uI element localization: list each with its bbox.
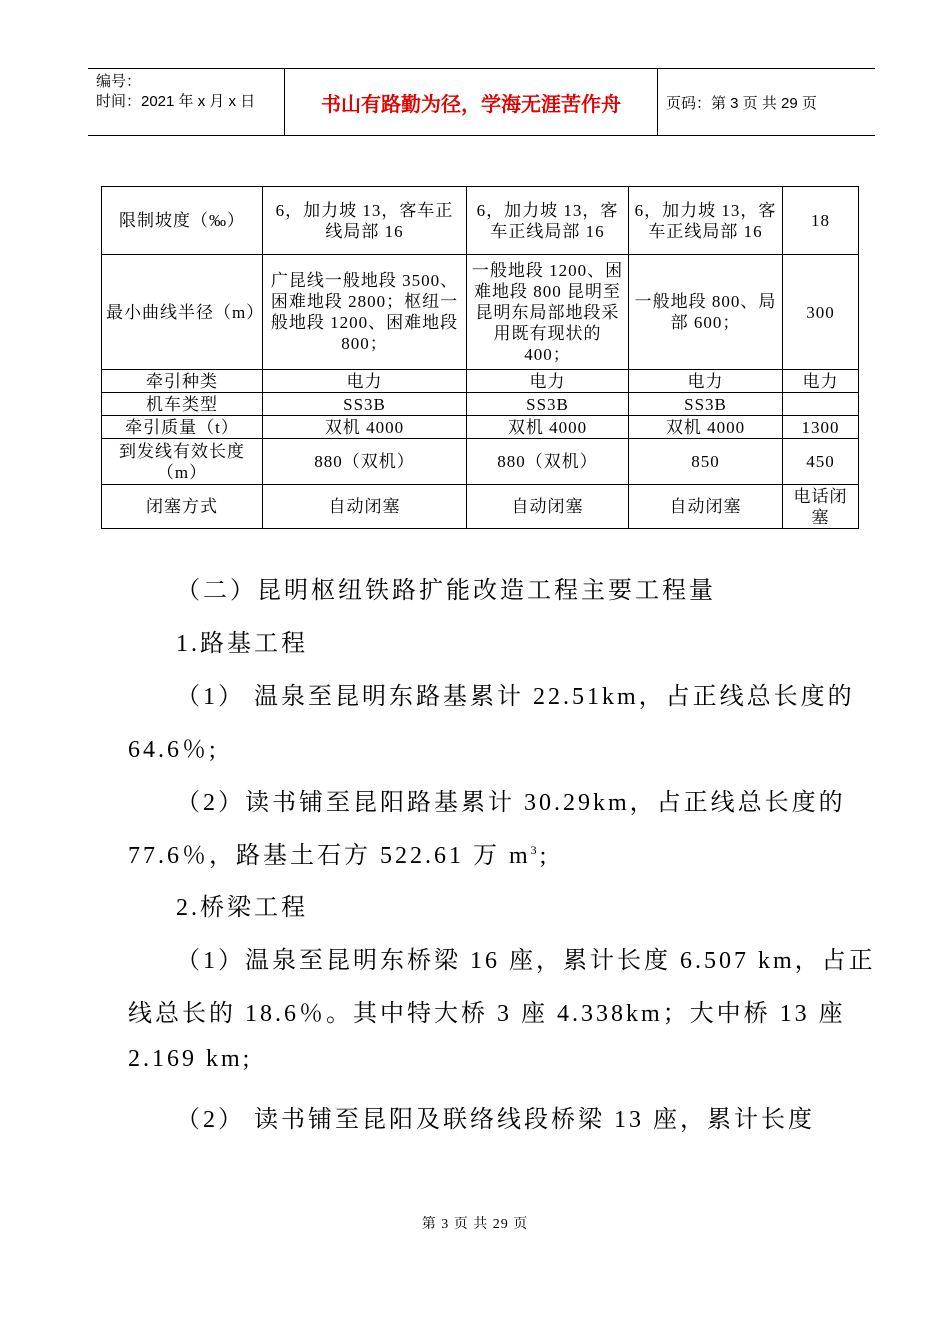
paragraph-line: （1） 温泉至昆明东路基累计 22.51km，占正线总长度的 <box>176 684 855 710</box>
table-cell: 850 <box>629 439 783 485</box>
table-row <box>102 416 859 439</box>
table-cell-label: 机车类型 <box>102 393 263 416</box>
paragraph-line: （1）温泉至昆明东桥梁 16 座，累计长度 6.507 km，占正 <box>176 948 876 974</box>
header-meta <box>88 69 285 135</box>
table-cell: 自动闭塞 <box>629 485 783 529</box>
header-motto: 书山有路勤为径，学海无涯苦作舟 <box>285 69 658 135</box>
superscript: 3 <box>530 843 540 857</box>
table-cell-label: 牵引质量（t） <box>102 416 263 439</box>
table-cell: 300 <box>783 255 859 370</box>
table-cell: 电力 <box>467 370 629 393</box>
table-cell: 自动闭塞 <box>263 485 467 529</box>
table-cell <box>783 393 859 416</box>
table-cell-label: 到发线有效长度（m） <box>102 439 263 485</box>
table-row <box>102 187 859 255</box>
table-cell: 电力 <box>263 370 467 393</box>
table-row <box>102 370 859 393</box>
table-cell-label: 牵引种类 <box>102 370 263 393</box>
paragraph-text: 77.6％，路基土石方 522.61 万 m <box>128 843 531 869</box>
document-number-label: 编号： <box>96 73 142 90</box>
table-cell: 6，加力坡 13，客车正线局部 16 <box>467 187 629 255</box>
table-row <box>102 255 859 370</box>
paragraph-line: 64.6％; <box>128 737 219 763</box>
spec-table <box>101 186 859 529</box>
table-cell: 双机 4000 <box>467 416 629 439</box>
table-cell: 电力 <box>783 370 859 393</box>
table-cell: 一般地段 1200、困难地段 800 昆明至昆明东局部地段采用既有现状的 400； <box>467 255 629 370</box>
subsection-heading-bridges: 2.桥梁工程 <box>176 895 308 921</box>
table-cell: 1300 <box>783 416 859 439</box>
paragraph-line: （2）读书铺至昆阳路基累计 30.29km，占正线总长度的 <box>176 790 846 816</box>
paragraph-text: ; <box>539 843 550 869</box>
table-row <box>102 393 859 416</box>
section-heading: （二）昆明枢纽铁路扩能改造工程主要工程量 <box>176 578 716 604</box>
table-row <box>102 485 859 529</box>
table-cell-label: 最小曲线半径（m） <box>102 255 263 370</box>
table-cell: SS3B <box>629 393 783 416</box>
table-cell: 880（双机） <box>467 439 629 485</box>
table-cell: 双机 4000 <box>629 416 783 439</box>
document-time-label: 时间：2021 年 x 月 x 日 <box>96 93 256 110</box>
page-header <box>88 68 875 136</box>
table-cell: 6，加力坡 13，客车正线局部 16 <box>263 187 467 255</box>
table-cell: 一般地段 800、局部 600； <box>629 255 783 370</box>
table-cell-label: 闭塞方式 <box>102 485 263 529</box>
table-cell: 广昆线一般地段 3500、困难地段 2800；枢纽一般地段 1200、困难地段 800； <box>263 255 467 370</box>
paragraph-line: 2.169 km; <box>128 1046 253 1072</box>
table-cell: SS3B <box>263 393 467 416</box>
table-cell: 18 <box>783 187 859 255</box>
table-cell: 880（双机） <box>263 439 467 485</box>
table-cell: SS3B <box>467 393 629 416</box>
table-cell: 6，加力坡 13，客车正线局部 16 <box>629 187 783 255</box>
table-cell-label: 限制坡度（‰） <box>102 187 263 255</box>
table-cell: 自动闭塞 <box>467 485 629 529</box>
subsection-heading-subgrade: 1.路基工程 <box>176 631 308 657</box>
table-cell: 电话闭塞 <box>783 485 859 529</box>
paragraph-line <box>128 835 830 870</box>
paragraph-line: （2） 读书铺至昆阳及联络线段桥梁 13 座，累计长度 <box>176 1107 815 1133</box>
table-cell: 双机 4000 <box>263 416 467 439</box>
header-page-info: 页码：第 3 页 共 29 页 <box>666 94 817 112</box>
table-cell: 电力 <box>629 370 783 393</box>
paragraph-line: 线总长的 18.6％。其中特大桥 3 座 4.338km；大中桥 13 座 <box>128 1001 846 1027</box>
page-footer: 第 3 页 共 29 页 <box>421 1217 529 1232</box>
table-row <box>102 439 859 485</box>
table-cell: 450 <box>783 439 859 485</box>
